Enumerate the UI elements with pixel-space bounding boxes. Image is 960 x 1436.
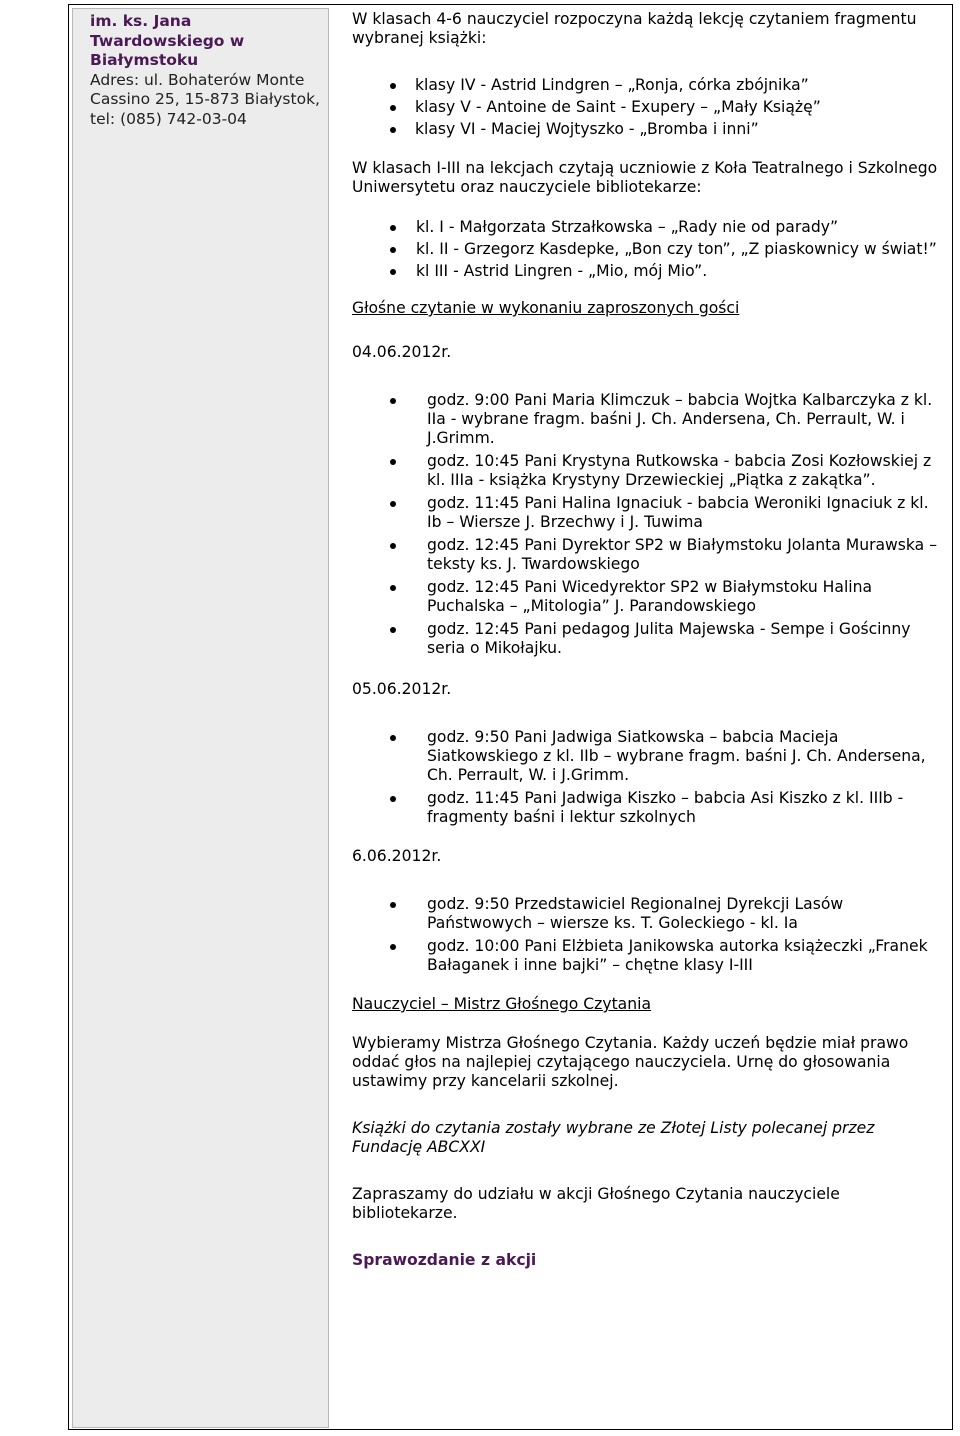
- books-4-6-list: [352, 76, 942, 139]
- list-item: klasy VI - Maciej Wojtyszko - „Bromba i inni”: [352, 120, 942, 139]
- list-item: godz. 12:45 Pani pedagog Julita Majewska - Sempe i Gościnny seria o Mikołajku.: [352, 620, 942, 658]
- school-name: im. ks. Jana Twardowskiego w Białymstoku: [90, 12, 245, 69]
- list-item: godz. 11:45 Pani Halina Ignaciuk - babcia Weroniki Ignaciuk z kl. Ib – Wiersze J. Brzechwy i J. Tuwima: [352, 494, 942, 532]
- list-item: godz. 9:50 Pani Jadwiga Siatkowska – babcia Macieja Siatkowskiego z kl. IIb – wybrane fragm. baśni J. Ch. Andersena, Ch. Perrault, W. i J.Grimm.: [352, 728, 942, 785]
- list-item: klasy IV - Astrid Lindgren – „Ronja, córka zbójnika”: [352, 76, 942, 95]
- day-date: 05.06.2012r.: [352, 680, 452, 698]
- books-1-3-list: [352, 218, 942, 281]
- guests-heading: Głośne czytanie w wykonaniu zaproszonych gości: [352, 299, 740, 317]
- day-schedule: [352, 728, 942, 827]
- day-schedule: [352, 895, 942, 975]
- list-item: kl. I - Małgorzata Strzałkowska – „Rady nie od parady”: [352, 218, 942, 237]
- list-item: kl III - Astrid Lingren - „Mio, mój Mio”.: [352, 262, 942, 281]
- day-schedule: [352, 391, 942, 658]
- list-item: kl. II - Grzegorz Kasdepke, „Bon czy ton”, „Z piaskownicy w świat!”: [352, 240, 942, 259]
- intro-4-6: W klasach 4-6 nauczyciel rozpoczyna każdą lekcję czytaniem fragmentu wybranej książki:: [352, 10, 917, 47]
- master-heading: Nauczyciel – Mistrz Głośnego Czytania: [352, 995, 652, 1013]
- list-item: godz. 9:00 Pani Maria Klimczuk – babcia Wojtka Kalbarczyka z kl. IIa - wybrane fragm. baśni J. Ch. Andersena, Ch. Perrault, W. i J.Grimm.: [352, 391, 942, 448]
- intro-1-3: W klasach I-III na lekcjach czytają uczniowie z Koła Teatralnego i Szkolnego Uniwersytetu oraz nauczyciele bibliotekarze:: [352, 159, 938, 196]
- school-address: Adres: ul. Bohaterów Monte Cassino 25, 15-873 Białystok, tel: (085) 742-03-04: [90, 70, 320, 128]
- list-item: klasy V - Antoine de Saint - Exupery – „Mały Książę”: [352, 98, 942, 117]
- main-content: [352, 10, 942, 1270]
- day-date: 6.06.2012r.: [352, 847, 442, 865]
- list-item: godz. 10:45 Pani Krystyna Rutkowska - babcia Zosi Kozłowskiej z kl. IIIa - książka Krystyny Drzewieckiej „Piątka z zakątka”.: [352, 452, 942, 490]
- report-title: Sprawozdanie z akcji: [352, 1251, 537, 1269]
- list-item: godz. 12:45 Pani Dyrektor SP2 w Białymstoku Jolanta Murawska – teksty ks. J. Twardowskiego: [352, 536, 942, 574]
- list-item: godz. 11:45 Pani Jadwiga Kiszko – babcia Asi Kiszko z kl. IIIb - fragmenty baśni i lektur szkolnych: [352, 789, 942, 827]
- books-note: Książki do czytania zostały wybrane ze Złotej Listy polecanej przez Fundację ABCXXI: [352, 1119, 875, 1156]
- day-date: 04.06.2012r.: [352, 343, 452, 361]
- master-text: Wybieramy Mistrza Głośnego Czytania. Każdy uczeń będzie miał prawo oddać głos na najlepiej czytającego nauczyciela. Urnę do głosowania ustawimy przy kancelarii szkolnej.: [352, 1034, 909, 1090]
- sidebar: [72, 8, 329, 1428]
- list-item: godz. 12:45 Pani Wicedyrektor SP2 w Białymstoku Halina Puchalska – „Mitologia” J. Parandowskiego: [352, 578, 942, 616]
- list-item: godz. 10:00 Pani Elżbieta Janikowska autorka książeczki „Franek Bałaganek i inne bajki” – chętne klasy I-III: [352, 937, 942, 975]
- invite-text: Zapraszamy do udziału w akcji Głośnego Czytania nauczyciele bibliotekarze.: [352, 1185, 840, 1222]
- list-item: godz. 9:50 Przedstawiciel Regionalnej Dyrekcji Lasów Państwowych – wiersze ks. T. Goleckiego - kl. Ia: [352, 895, 942, 933]
